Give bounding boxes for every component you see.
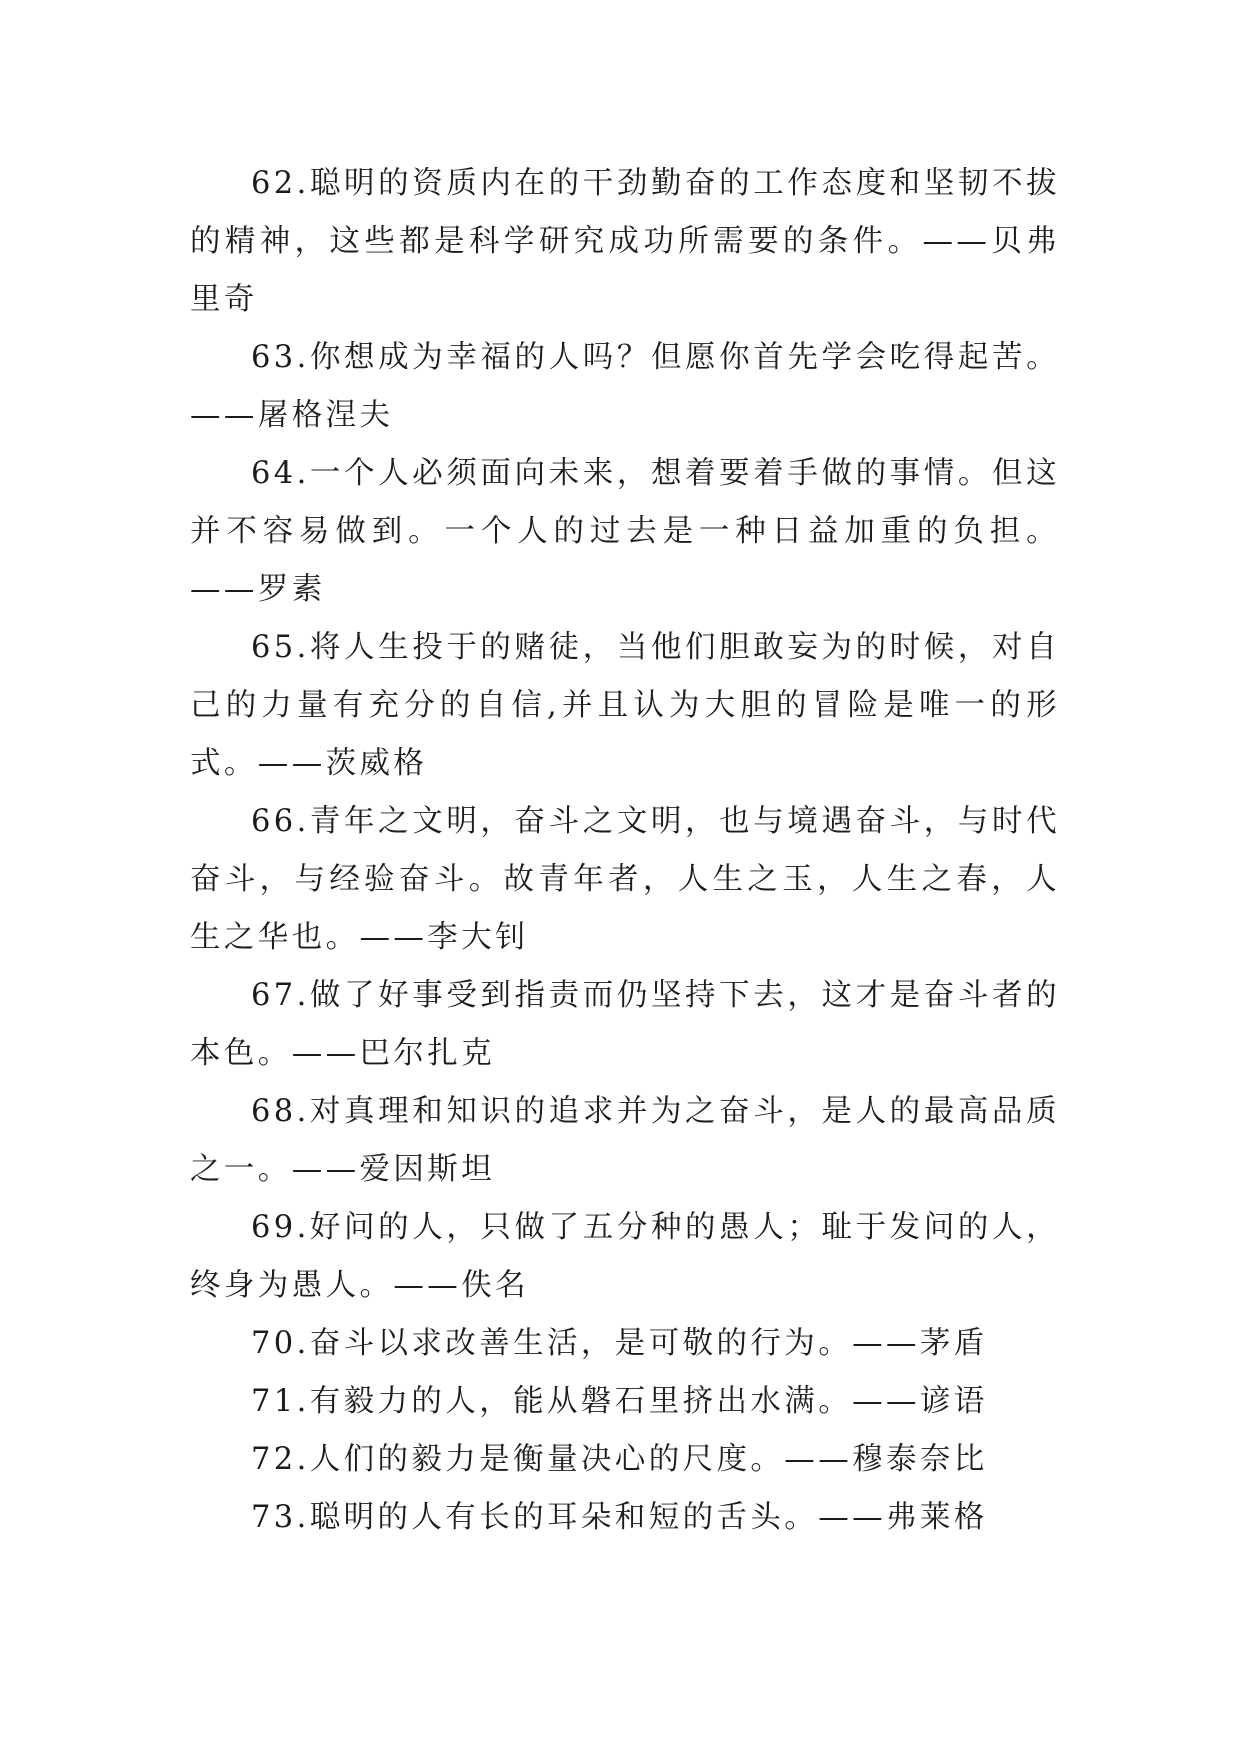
quote-paragraph: 66.青年之文明，奋斗之文明，也与境遇奋斗，与时代奋斗，与经验奋斗。故青年者，人生之玉，人生之春，人生之华也。——李大钊 — [190, 804, 1060, 955]
quote-paragraph: 64.一个人必须面向未来，想着要着手做的事情。但这并不容易做到。一个人的过去是一种日益加重的负担。——罗素 — [190, 456, 1060, 607]
document-body — [190, 155, 1060, 1547]
quote-paragraph: 73.聪明的人有长的耳朵和短的舌头。——弗莱格 — [251, 1500, 988, 1535]
quote-paragraph: 62.聪明的资质内在的干劲勤奋的工作态度和坚韧不拔的精神，这些都是科学研究成功所需要的条件。——贝弗里奇 — [190, 166, 1060, 317]
quote-paragraph: 63.你想成为幸福的人吗？但愿你首先学会吃得起苦。——屠格涅夫 — [190, 340, 1060, 433]
quote-paragraph: 68.对真理和知识的追求并为之奋斗，是人的最高品质之一。——爱因斯坦 — [190, 1094, 1060, 1187]
quote-paragraph: 72.人们的毅力是衡量决心的尺度。——穆泰奈比 — [251, 1442, 988, 1477]
quote-paragraph: 67.做了好事受到指责而仍坚持下去，这才是奋斗者的本色。——巴尔扎克 — [190, 978, 1060, 1071]
quote-paragraph: 65.将人生投于的赌徒，当他们胆敢妄为的时候，对自己的力量有充分的自信,并且认为大胆的冒险是唯一的形式。——茨威格 — [190, 630, 1060, 781]
quote-paragraph: 70.奋斗以求改善生活，是可敬的行为。——茅盾 — [251, 1326, 988, 1361]
quote-paragraph: 71.有毅力的人，能从磐石里挤出水满。——谚语 — [251, 1384, 988, 1419]
quote-paragraph: 69.好问的人，只做了五分种的愚人；耻于发问的人，终身为愚人。——佚名 — [190, 1210, 1060, 1303]
